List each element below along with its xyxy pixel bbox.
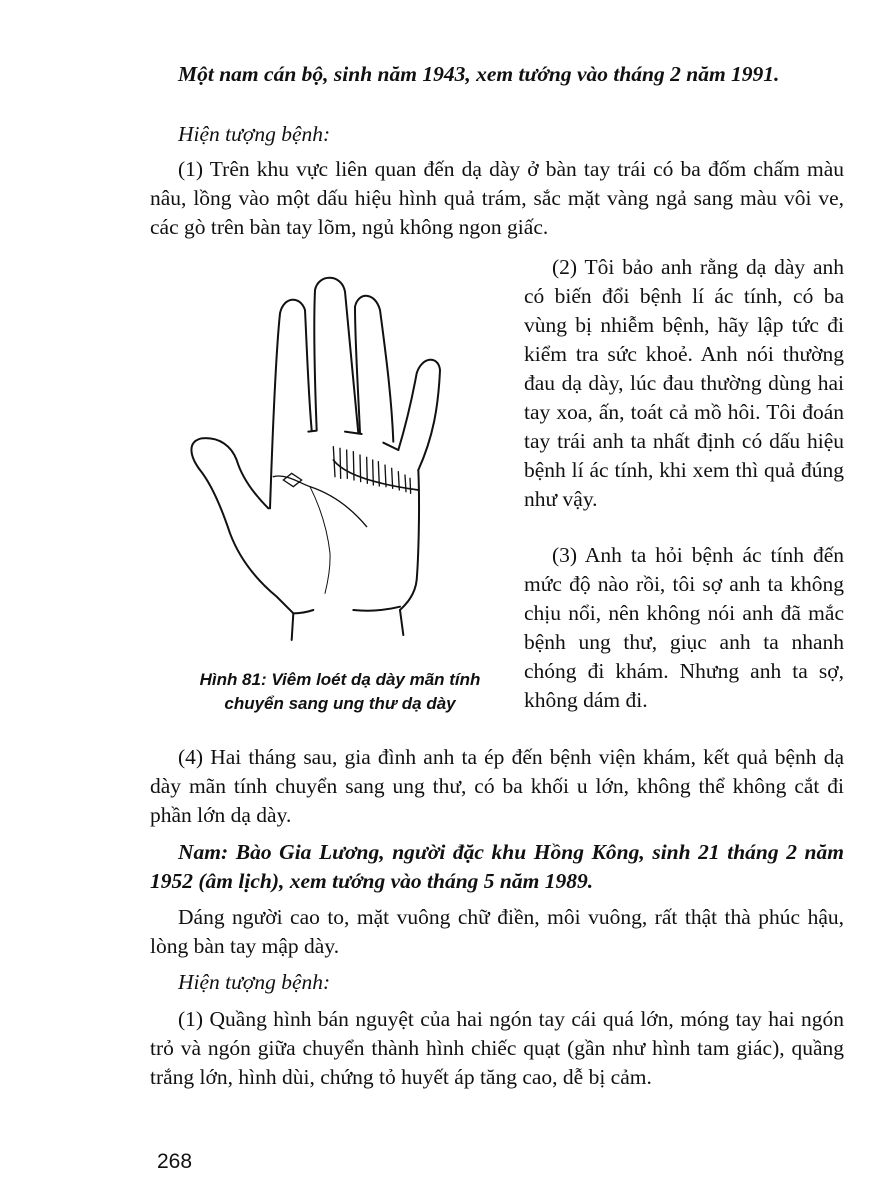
case2-description: Dáng người cao to, mặt vuông chữ điền, môi vuông, rất thật thà phúc hậu, lòng bàn tay mập dày. xyxy=(150,905,844,958)
case2-symptoms-label: Hiện tượng bệnh: xyxy=(178,970,331,994)
caption-line-1: Hình 81: Viêm loét dạ dày mãn tính xyxy=(199,670,481,689)
page-number: 268 xyxy=(157,1150,193,1173)
case1-heading: Một nam cán bộ, sinh năm 1943, xem tướng vào tháng 2 năm 1991. xyxy=(178,62,780,86)
case1-paragraph-3: (3) Anh ta hỏi bệnh ác tính đến mức độ nào rồi, tôi sợ anh ta không chịu nổi, nên không nói anh đã mắc bệnh ung thư, giục anh ta nhanh chóng đi khám. Nhưng anh ta sợ, không dám đi. xyxy=(524,543,844,712)
palm-hand-illustration xyxy=(170,260,510,660)
case1-paragraph-2: (2) Tôi bảo anh rằng dạ dày anh có biến đổi bệnh lí ác tính, có ba vùng bị nhiễm bệnh, hãy lập tức đi kiểm tra sức khoẻ. Anh nói thường đau dạ dày, lúc đau thường dùng hai tay xoa, ấn, toát cả mồ hôi. Tôi đoán tay trái anh ta nhất định có dấu hiệu bệnh lí ác tính, khi xem thì quả đúng như vậy. xyxy=(524,255,844,511)
case1-paragraph-4: (4) Hai tháng sau, gia đình anh ta ép đến bệnh viện khám, kết quả bệnh dạ dày mãn tính chuyển sang ung thư, có ba khối u lớn, không thể không cắt đi phần lớn dạ dày. xyxy=(150,745,844,827)
case2-paragraph-1: (1) Quầng hình bán nguyệt của hai ngón tay cái quá lớn, móng tay hai ngón trỏ và ngón giữa chuyển thành hình chiếc quạt (gần như hình tam giác), quầng trắng lớn, hình dùi, chứng tỏ huyết áp tăng cao, dễ bị cảm. xyxy=(150,1007,844,1089)
figure-caption xyxy=(170,668,510,716)
caption-line-2: chuyển sang ung thư dạ dày xyxy=(224,694,456,713)
case1-paragraph-1: (1) Trên khu vực liên quan đến dạ dày ở bàn tay trái có ba đốm chấm màu nâu, lồng vào một dấu hiệu hình quả trám, sắc mặt vàng ngả sang màu vôi ve, các gò trên bàn tay lõm, ngủ không ngon giấc. xyxy=(150,157,844,239)
case1-symptoms-label: Hiện tượng bệnh: xyxy=(178,122,331,146)
case2-heading: Nam: Bào Gia Lương, người đặc khu Hồng Kông, sinh 21 tháng 2 năm 1952 (âm lịch), xem tướng vào tháng 5 năm 1989. xyxy=(150,840,844,893)
